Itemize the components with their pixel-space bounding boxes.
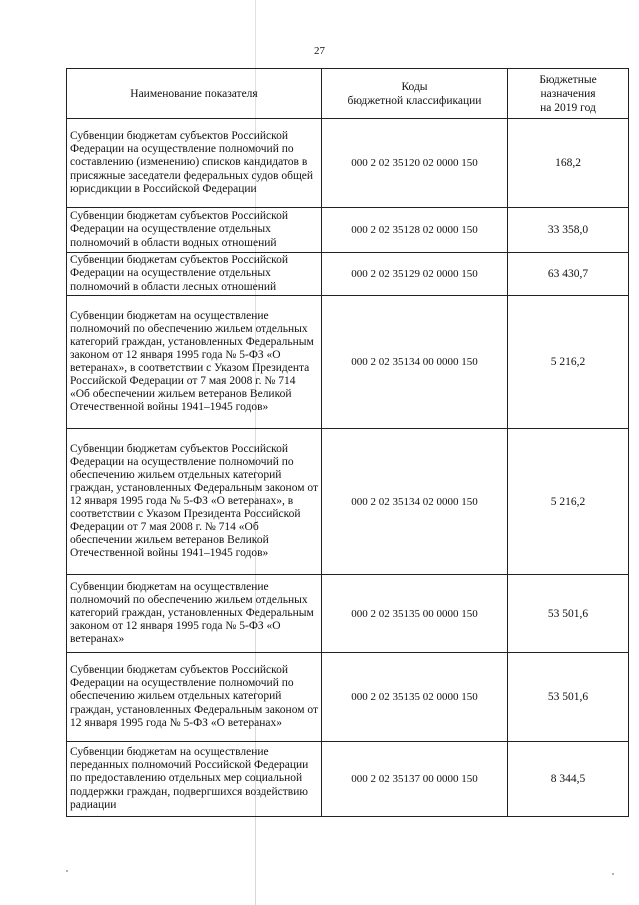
header-name: Наименование показателя [67,69,322,119]
row-code: 000 2 02 35137 00 0000 150 [322,742,508,817]
scan-speck [66,870,68,872]
row-code: 000 2 02 35129 02 0000 150 [322,253,508,296]
row-amount: 168,2 [508,119,629,208]
row-amount: 5 216,2 [508,429,629,575]
row-code: 000 2 02 35135 02 0000 150 [322,653,508,742]
row-amount: 53 501,6 [508,575,629,653]
row-amount: 33 358,0 [508,208,629,253]
row-name: Субвенции бюджетам субъектов Российской Федерации на осуществление полномочий по составлению (изменению) списков кандидатов в присяжные заседатели федеральных судов общей юрисдикции в Российской Федерации [67,119,322,208]
scan-speck [612,873,614,875]
table-row [67,119,629,208]
row-code: 000 2 02 35134 02 0000 150 [322,429,508,575]
row-code: 000 2 02 35128 02 0000 150 [322,208,508,253]
table-row [67,575,629,653]
row-amount: 8 344,5 [508,742,629,817]
row-name: Субвенции бюджетам субъектов Российской Федерации на осуществление полномочий по обеспечению жильем отдельных категорий граждан, установленных Федеральным законом от 12 января 1995 года № 5-ФЗ «О ветеранах» [67,653,322,742]
table-row [67,429,629,575]
row-name: Субвенции бюджетам на осуществление переданных полномочий Российской Федерации по предоставлению отдельных мер социальной поддержки граждан, подвергшихся воздействию радиации [67,742,322,817]
budget-table [66,68,629,817]
row-code: 000 2 02 35135 00 0000 150 [322,575,508,653]
table-header-row [67,69,629,119]
row-code: 000 2 02 35134 00 0000 150 [322,296,508,429]
row-amount: 5 216,2 [508,296,629,429]
row-amount: 53 501,6 [508,653,629,742]
table-row [67,742,629,817]
table-row [67,208,629,253]
page-number: 27 [314,45,325,57]
row-code: 000 2 02 35120 02 0000 150 [322,119,508,208]
row-name: Субвенции бюджетам субъектов Российской Федерации на осуществление отдельных полномочий в области лесных отношений [67,253,322,296]
row-name: Субвенции бюджетам на осуществление полномочий по обеспечению жильем отдельных категорий граждан, установленных Федеральным законом от 12 января 1995 года № 5-ФЗ «О ветеранах» [67,575,322,653]
header-amount: Бюджетные назначения на 2019 год [508,69,629,119]
header-code: Коды бюджетной классификации [322,69,508,119]
row-name: Субвенции бюджетам на осуществление полномочий по обеспечению жильем отдельных категорий граждан, установленных Федеральным законом от 12 января 1995 года № 5-ФЗ «О ветеранах», в соответствии с Указом Президента Российской Федерации от 7 мая 2008 г. № 714 «Об обеспечении жильем ветеранов Великой Отечественной войны 1941–1945 годов» [67,296,322,429]
row-name: Субвенции бюджетам субъектов Российской Федерации на осуществление отдельных полномочий в области водных отношений [67,208,322,253]
row-amount: 63 430,7 [508,253,629,296]
table-row [67,296,629,429]
row-name: Субвенции бюджетам субъектов Российской Федерации на осуществление полномочий по обеспечению жильем отдельных категорий граждан, установленных Федеральным законом от 12 января 1995 года № 5-ФЗ «О ветеранах», в соответствии с Указом Президента Российской Федерации от 7 мая 2008 г. № 714 «Об обеспечении жильем ветеранов Великой Отечественной войны 1941–1945 годов» [67,429,322,575]
table-row [67,653,629,742]
table-row [67,253,629,296]
